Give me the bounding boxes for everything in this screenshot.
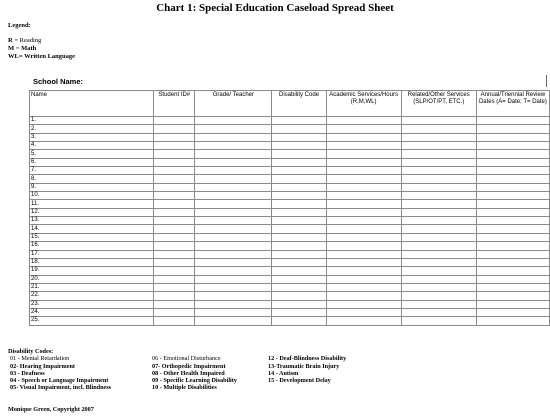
disability-code-item: 15 - Development Delay (268, 377, 331, 385)
school-name-field-edge (546, 75, 547, 87)
row-number: 25. (30, 317, 154, 325)
table-cell[interactable] (326, 200, 401, 208)
column-header-name: Name (30, 91, 154, 117)
table-cell[interactable] (401, 117, 476, 125)
table-cell[interactable] (476, 267, 549, 275)
table-cell[interactable] (195, 242, 272, 250)
table-cell[interactable] (401, 192, 476, 200)
table-cell[interactable] (154, 242, 195, 250)
row-number: 12. (30, 208, 154, 216)
row-number: 24. (30, 308, 154, 316)
table-cell[interactable] (195, 300, 272, 308)
disability-code-item: 09 - Specific Learning Disability (152, 377, 237, 385)
table-cell[interactable] (154, 158, 195, 166)
table-cell[interactable] (195, 225, 272, 233)
disability-code-item: 12 - Deaf-Blindness Disability (268, 355, 347, 363)
table-cell[interactable] (272, 158, 326, 166)
row-number: 20. (30, 275, 154, 283)
disability-codes-column (152, 355, 268, 391)
table-cell[interactable] (401, 250, 476, 258)
table-cell[interactable] (272, 142, 326, 150)
table-row (30, 250, 550, 258)
table-cell[interactable] (476, 217, 549, 225)
table-cell[interactable] (326, 267, 401, 275)
table-cell[interactable] (154, 275, 195, 283)
table-cell[interactable] (195, 142, 272, 150)
row-number: 6. (30, 158, 154, 166)
row-number: 8. (30, 175, 154, 183)
table-cell[interactable] (272, 258, 326, 266)
row-number: 3. (30, 133, 154, 141)
table-cell[interactable] (326, 258, 401, 266)
table-cell[interactable] (401, 150, 476, 158)
disability-code-item: 10 - Multiple Disabilities (152, 384, 217, 392)
table-cell[interactable] (154, 225, 195, 233)
row-number: 14. (30, 225, 154, 233)
table-cell[interactable] (272, 150, 326, 158)
table-row (30, 117, 550, 125)
legend (8, 22, 75, 61)
table-row (30, 208, 550, 216)
table-cell[interactable] (195, 275, 272, 283)
disability-code-item: 02- Hearing Impairment (10, 362, 75, 370)
table-row (30, 167, 550, 175)
table-cell[interactable] (401, 317, 476, 325)
disability-code-item: 06 - Emotional Disturbance (152, 355, 221, 363)
table-cell[interactable] (154, 175, 195, 183)
table-cell[interactable] (154, 308, 195, 316)
row-number: 23. (30, 300, 154, 308)
column-header-related-services: Related/Other Services (SLP/OT/PT, ETC.) (401, 91, 476, 117)
table-row (30, 258, 550, 266)
table-row (30, 308, 550, 316)
table-cell[interactable] (401, 300, 476, 308)
table-cell[interactable] (401, 208, 476, 216)
table-cell[interactable] (195, 233, 272, 241)
table-cell[interactable] (326, 175, 401, 183)
row-number: 15. (30, 233, 154, 241)
table-row (30, 225, 550, 233)
table-cell[interactable] (401, 125, 476, 133)
table-cell[interactable] (154, 233, 195, 241)
table-cell[interactable] (476, 200, 549, 208)
disability-codes-heading: Disability Codes: (8, 348, 54, 355)
table-cell[interactable] (154, 267, 195, 275)
column-header-disability-code: Disability Code (272, 91, 326, 117)
table-row (30, 142, 550, 150)
table-cell[interactable] (401, 233, 476, 241)
table-cell[interactable] (401, 167, 476, 175)
table-cell[interactable] (476, 117, 549, 125)
disability-code-item: 01 - Mental Retardation (10, 355, 70, 363)
table-cell[interactable] (401, 200, 476, 208)
table-row (30, 200, 550, 208)
table-cell[interactable] (195, 125, 272, 133)
table-cell[interactable] (476, 142, 549, 150)
table-cell[interactable] (272, 308, 326, 316)
table-cell[interactable] (476, 233, 549, 241)
table-cell[interactable] (195, 308, 272, 316)
table-cell[interactable] (272, 175, 326, 183)
table-row (30, 150, 550, 158)
row-number: 9. (30, 183, 154, 191)
table-cell[interactable] (401, 217, 476, 225)
table-row (30, 275, 550, 283)
table-cell[interactable] (272, 217, 326, 225)
table-cell[interactable] (272, 200, 326, 208)
table-cell[interactable] (326, 117, 401, 125)
table-cell[interactable] (476, 192, 549, 200)
table-cell[interactable] (326, 167, 401, 175)
table-cell[interactable] (326, 300, 401, 308)
table-cell[interactable] (401, 292, 476, 300)
legend-item-math: M = Math (8, 45, 37, 52)
table-cell[interactable] (476, 300, 549, 308)
table-cell[interactable] (476, 183, 549, 191)
table-cell[interactable] (326, 142, 401, 150)
table-cell[interactable] (326, 250, 401, 258)
table-cell[interactable] (272, 233, 326, 241)
row-number: 7. (30, 167, 154, 175)
table-cell[interactable] (154, 292, 195, 300)
table-cell[interactable] (326, 283, 401, 291)
table-cell[interactable] (272, 275, 326, 283)
table-row (30, 125, 550, 133)
table-cell[interactable] (326, 158, 401, 166)
table-cell[interactable] (154, 250, 195, 258)
table-cell[interactable] (272, 317, 326, 325)
table-cell[interactable] (326, 317, 401, 325)
row-number: 18. (30, 258, 154, 266)
row-number: 4. (30, 142, 154, 150)
table-cell[interactable] (476, 250, 549, 258)
table-cell[interactable] (154, 167, 195, 175)
table-cell[interactable] (326, 150, 401, 158)
table-cell[interactable] (326, 233, 401, 241)
disability-code-item: 14 - Autism (268, 369, 299, 377)
table-cell[interactable] (154, 208, 195, 216)
table-row (30, 183, 550, 191)
table-cell[interactable] (476, 125, 549, 133)
table-cell[interactable] (154, 300, 195, 308)
table-cell[interactable] (195, 133, 272, 141)
table-cell[interactable] (326, 133, 401, 141)
row-number: 17. (30, 250, 154, 258)
table-cell[interactable] (476, 258, 549, 266)
table-cell[interactable] (401, 258, 476, 266)
table-cell[interactable] (326, 308, 401, 316)
table-cell[interactable] (272, 125, 326, 133)
row-number: 19. (30, 267, 154, 275)
table-row (30, 217, 550, 225)
table-cell[interactable] (326, 275, 401, 283)
table-cell[interactable] (476, 158, 549, 166)
table-cell[interactable] (272, 283, 326, 291)
table-cell[interactable] (154, 200, 195, 208)
table-cell[interactable] (272, 183, 326, 191)
disability-codes-column (10, 355, 152, 391)
caseload-table (29, 90, 550, 326)
table-cell[interactable] (272, 292, 326, 300)
column-header-student-id: Student ID# (154, 91, 195, 117)
table-row (30, 192, 550, 200)
row-number: 16. (30, 242, 154, 250)
table-cell[interactable] (154, 125, 195, 133)
row-number: 22. (30, 292, 154, 300)
table-cell[interactable] (195, 217, 272, 225)
table-row (30, 133, 550, 141)
table-header-row (30, 91, 550, 117)
table-cell[interactable] (195, 267, 272, 275)
copyright-notice: Monique Green, Copyright 2007 (8, 406, 94, 413)
row-number: 11. (30, 200, 154, 208)
disability-code-item: 08 - Other Health Impaired (152, 369, 225, 377)
table-cell[interactable] (195, 150, 272, 158)
table-cell[interactable] (154, 183, 195, 191)
disability-code-item: 13-Traumatic Brain Injury (268, 362, 340, 370)
table-cell[interactable] (476, 167, 549, 175)
table-cell[interactable] (326, 242, 401, 250)
legend-item-reading: R = Reading (8, 37, 42, 44)
table-cell[interactable] (401, 142, 476, 150)
table-cell[interactable] (154, 133, 195, 141)
table-cell[interactable] (401, 242, 476, 250)
table-cell[interactable] (272, 250, 326, 258)
table-row (30, 292, 550, 300)
column-header-review-dates: Annual/Triennial Review Dates (A= Date; T= Date) (476, 91, 549, 117)
table-cell[interactable] (272, 133, 326, 141)
table-cell[interactable] (195, 175, 272, 183)
row-number: 5. (30, 150, 154, 158)
table-cell[interactable] (401, 175, 476, 183)
table-cell[interactable] (272, 117, 326, 125)
table-cell[interactable] (401, 283, 476, 291)
table-cell[interactable] (476, 242, 549, 250)
table-cell[interactable] (154, 142, 195, 150)
disability-code-item: 07- Orthopedic Impairment (152, 362, 226, 370)
table-cell[interactable] (154, 283, 195, 291)
table-row (30, 300, 550, 308)
table-cell[interactable] (401, 308, 476, 316)
row-number: 13. (30, 217, 154, 225)
table-cell[interactable] (272, 242, 326, 250)
table-cell[interactable] (401, 133, 476, 141)
table-cell[interactable] (195, 258, 272, 266)
table-cell[interactable] (154, 317, 195, 325)
table-cell[interactable] (326, 225, 401, 233)
table-cell[interactable] (195, 208, 272, 216)
table-cell[interactable] (401, 225, 476, 233)
table-cell[interactable] (272, 225, 326, 233)
table-cell[interactable] (195, 158, 272, 166)
table-cell[interactable] (401, 267, 476, 275)
column-header-grade-teacher: Grade/ Teacher (195, 91, 272, 117)
table-cell[interactable] (195, 117, 272, 125)
table-cell[interactable] (154, 217, 195, 225)
table-cell[interactable] (326, 292, 401, 300)
row-number: 1. (30, 117, 154, 125)
table-cell[interactable] (154, 150, 195, 158)
page-title: Chart 1: Special Education Caseload Spread Sheet (156, 2, 394, 14)
table-cell[interactable] (326, 192, 401, 200)
disability-code-item: 03 - Deafness (10, 369, 45, 377)
disability-code-item: 04 - Speech or Language Impairment (10, 377, 109, 385)
row-number: 10. (30, 192, 154, 200)
table-cell[interactable] (476, 292, 549, 300)
table-cell[interactable] (326, 125, 401, 133)
table-cell[interactable] (476, 225, 549, 233)
table-cell[interactable] (272, 192, 326, 200)
table-row (30, 158, 550, 166)
table-cell[interactable] (401, 183, 476, 191)
table-cell[interactable] (272, 208, 326, 216)
table-cell[interactable] (195, 283, 272, 291)
table-cell[interactable] (272, 300, 326, 308)
table-cell[interactable] (272, 167, 326, 175)
disability-codes-column (268, 355, 418, 391)
table-row (30, 175, 550, 183)
table-row (30, 233, 550, 241)
row-number: 21. (30, 283, 154, 291)
table-cell[interactable] (195, 192, 272, 200)
table-cell[interactable] (154, 117, 195, 125)
table-cell[interactable] (476, 133, 549, 141)
table-cell[interactable] (476, 208, 549, 216)
table-cell[interactable] (326, 183, 401, 191)
table-cell[interactable] (154, 192, 195, 200)
row-number: 2. (30, 125, 154, 133)
table-cell[interactable] (195, 250, 272, 258)
disability-codes (8, 348, 550, 392)
table-cell[interactable] (401, 158, 476, 166)
table-row (30, 317, 550, 325)
table-cell[interactable] (154, 258, 195, 266)
table-cell[interactable] (272, 267, 326, 275)
table-cell[interactable] (401, 275, 476, 283)
table-cell[interactable] (476, 150, 549, 158)
table-cell[interactable] (476, 175, 549, 183)
table-row (30, 267, 550, 275)
disability-code-item: 05- Visual Impairment, incl. Blindness (10, 384, 112, 392)
table-cell[interactable] (476, 275, 549, 283)
table-row (30, 242, 550, 250)
table-cell[interactable] (195, 167, 272, 175)
table-cell[interactable] (326, 217, 401, 225)
table-cell[interactable] (326, 208, 401, 216)
table-cell[interactable] (476, 283, 549, 291)
school-name-label: School Name: (33, 77, 84, 86)
table-cell[interactable] (195, 292, 272, 300)
table-cell[interactable] (195, 200, 272, 208)
column-header-academic-services: Academic Services/Hours (R,M,WL) (326, 91, 401, 117)
legend-heading: Legend: (8, 22, 31, 29)
table-cell[interactable] (195, 317, 272, 325)
table-cell[interactable] (476, 317, 549, 325)
table-cell[interactable] (195, 183, 272, 191)
table-row (30, 283, 550, 291)
legend-item-written-language: WL= Written Language (8, 53, 76, 60)
table-cell[interactable] (476, 308, 549, 316)
